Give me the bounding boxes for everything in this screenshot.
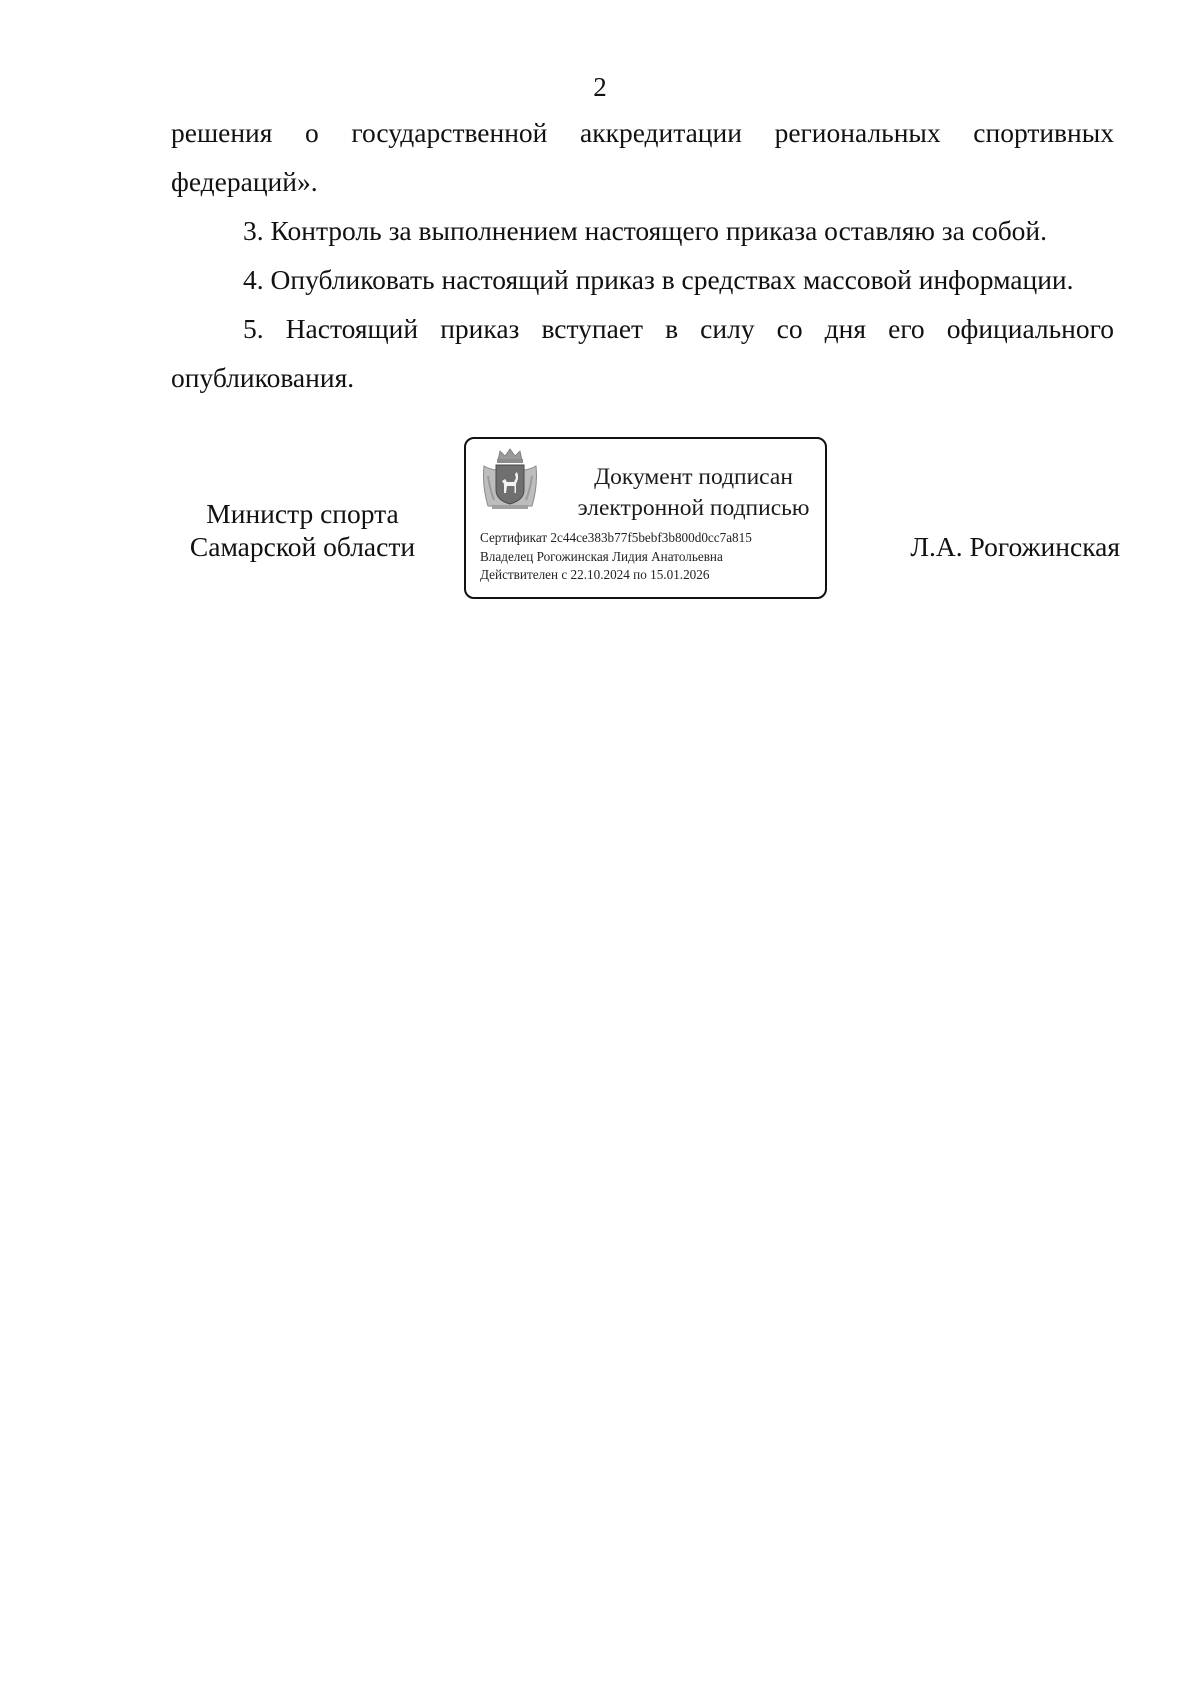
signer-name: Л.А. Рогожинская: [910, 531, 1120, 562]
document-body: [171, 108, 1114, 402]
stamp-heading-line-1: Документ подписан: [594, 464, 793, 490]
stamp-heading: [566, 462, 821, 524]
stamp-details: [480, 529, 820, 585]
position-line-2: Самарской области: [189, 531, 416, 562]
page-number: 2: [593, 72, 607, 102]
electronic-signature-stamp: [464, 437, 827, 599]
signatory-position: [160, 497, 445, 563]
certificate-owner: Владелец Рогожинская Лидия Анатольевна: [480, 548, 723, 564]
certificate-validity: Действителен с 22.10.2024 по 15.01.2026: [480, 567, 710, 582]
paragraph-item-3: 3. Контроль за выполнением настоящего приказа оставляю за собой.: [243, 215, 1048, 246]
paragraph-item-4: 4. Опубликовать настоящий приказ в средствах массовой информации.: [243, 264, 1074, 295]
samara-coat-of-arms-icon: [480, 446, 540, 514]
paragraph-continuation: решения о государственной аккредитации региональных спортивных федераций».: [171, 117, 1114, 197]
paragraph-item-5: 5. Настоящий приказ вступает в силу со дня его официального опубликования.: [171, 313, 1114, 393]
position-line-1: Министр спорта: [206, 498, 399, 529]
stamp-heading-line-2: электронной подписью: [577, 495, 810, 521]
signature-block: [0, 437, 1200, 607]
certificate-number: Сертификат 2c44ce383b77f5bebf3b800d0cc7a815: [480, 530, 752, 545]
